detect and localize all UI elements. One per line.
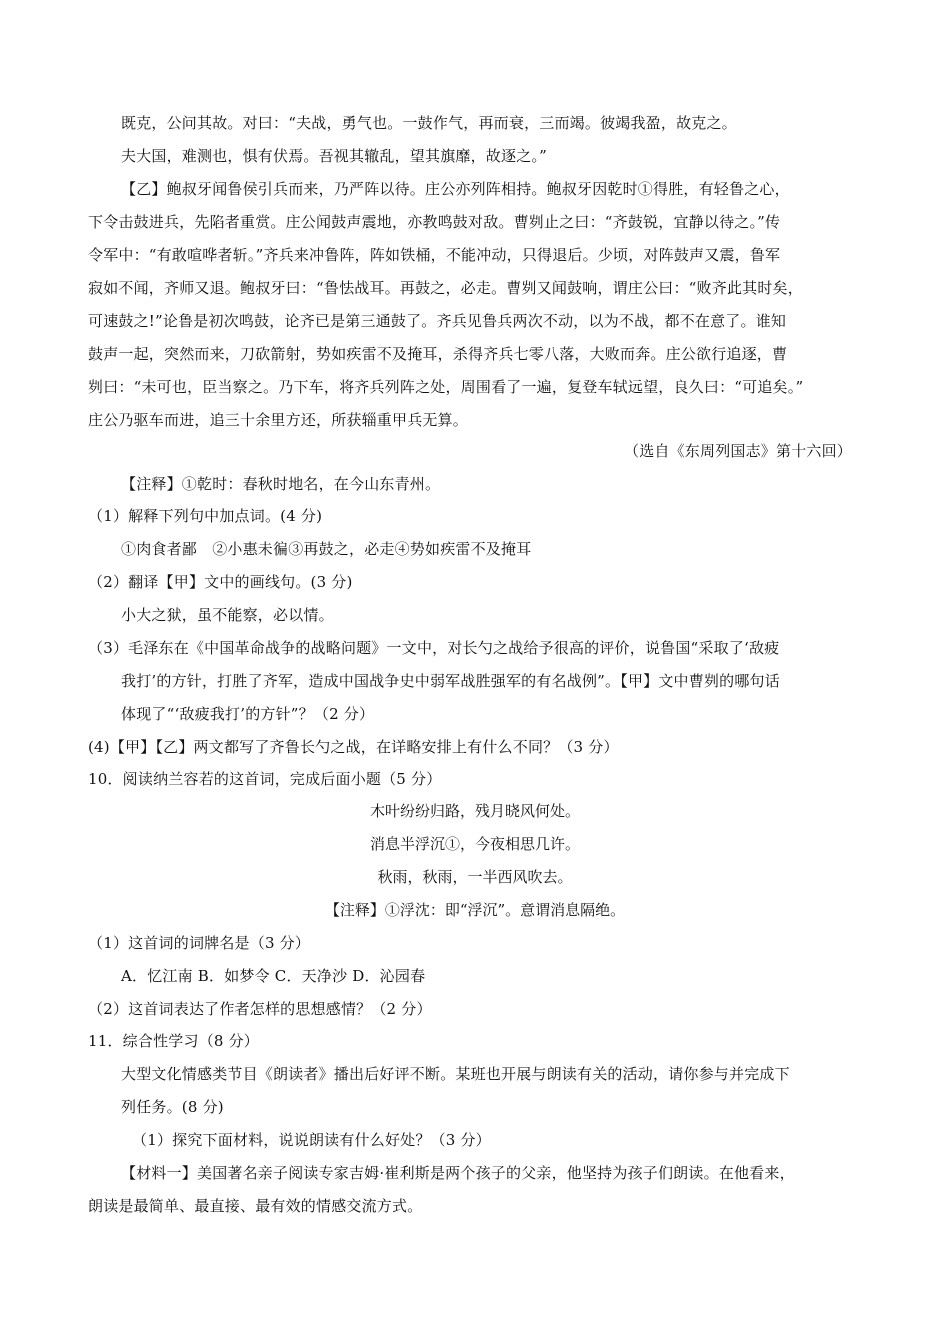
yi-passage-line: 寂如不闻，齐师又退。鲍叔牙曰：“鲁怯战耳。再鼓之，必走。曹刿又闻鼓响，谓庄公曰：“败齐此其时矣， bbox=[88, 279, 803, 297]
q9-sub3-line: 我打’的方针，打胜了齐军，造成中国战争史中弱军战胜强军的有名战例”。【甲】文中曹刿的哪句话 bbox=[121, 672, 780, 690]
poem-line: 秋雨，秋雨，一半西风吹去。 bbox=[377, 868, 573, 886]
q9-sub4: (4)【甲】【乙】两文都写了齐鲁长勺之战，在详略安排上有什么不同？（3 分） bbox=[88, 738, 619, 756]
q11-title: 11．综合性学习（8 分） bbox=[88, 1032, 259, 1050]
jia-passage-line: 夫大国，难测也，惧有伏焉。吾视其辙乱，望其旗靡，故逐之。” bbox=[121, 147, 547, 165]
q11-sub1: （1）探究下面材料，说说朗读有什么好处？（3 分） bbox=[132, 1131, 491, 1149]
q9-sub2-title: （2）翻译【甲】文中的画线句。(3 分) bbox=[88, 573, 353, 591]
jia-passage-line: 既克，公问其故。对曰：“夫战，勇气也。一鼓作气，再而衰，三而竭。彼竭我盈，故克之。 bbox=[121, 114, 737, 132]
q9-sub3-line: 体现了“‘敌疲我打’的方针”？（2 分） bbox=[121, 705, 375, 723]
source-citation: （选自《东周列国志》第十六回） bbox=[624, 442, 853, 460]
material1-line: 朗读是最简单、最直接、最有效的情感交流方式。 bbox=[88, 1197, 423, 1215]
q10-title: 10．阅读纳兰容若的这首词，完成后面小题（5 分） bbox=[88, 770, 442, 788]
q11-intro-line: 大型文化情感类节目《朗读者》播出后好评不断。某班也开展与朗读有关的活动，请你参与并完成下 bbox=[121, 1065, 790, 1083]
q9-sub1-title: （1）解释下列句中加点词。(4 分) bbox=[88, 507, 323, 525]
yi-passage-line: 鼓声一起，突然而来，刀砍箭射，势如疾雷不及掩耳，杀得齐兵七零八落，大败而奔。庄公欲行追逐，曹 bbox=[88, 345, 788, 363]
poem-line: 木叶纷纷归路，残月晓风何处。 bbox=[369, 802, 580, 820]
q9-sub1-items: ①肉食者鄙 ②小惠未徧③再鼓之，必走④势如疾雷不及掩耳 bbox=[121, 540, 532, 558]
q10-sub1-title: （1）这首词的词牌名是（3 分） bbox=[88, 934, 311, 952]
yi-passage-line: 令军中：“有敢喧哗者斩。”齐兵来冲鲁阵，阵如铁桶，不能冲动，只得退后。少顷，对阵鼓声又震，鲁军 bbox=[88, 246, 781, 264]
yi-passage-line: 可速鼓之!”论鲁是初次鸣鼓，论齐已是第三通鼓了。齐兵见鲁兵两次不动，以为不战，都不在意了。谁知 bbox=[88, 312, 787, 330]
annotation: 【注释】①乾时：春秋时地名，在今山东青州。 bbox=[121, 475, 441, 493]
poem-line: 消息半浮沉①，今夜相思几许。 bbox=[369, 835, 580, 853]
q9-sub3-line: （3）毛泽东在《中国革命战争的战略问题》一文中，对长勺之战给予很高的评价，说鲁国“采取了‘敌疲 bbox=[88, 639, 780, 657]
yi-passage-line: 【乙】鲍叔牙闻鲁侯引兵而来，乃严阵以待。庄公亦列阵相持。鲍叔牙因乾时①得胜，有轻鲁之心， bbox=[121, 180, 790, 198]
q10-sub2-title: （2）这首词表达了作者怎样的思想感情？（2 分） bbox=[88, 1000, 432, 1018]
q11-intro-line: 列任务。(8 分) bbox=[121, 1098, 224, 1116]
poem-annotation: 【注释】①浮沈：即“浮沉”。意谓消息隔绝。 bbox=[324, 901, 626, 919]
yi-passage-line: 下令击鼓进兵，先陷者重赏。庄公闻鼓声震地，亦教鸣鼓对敌。曹刿止之曰：“齐鼓锐，宜静以待之。”传 bbox=[88, 213, 781, 231]
yi-passage-line: 庄公乃驱车而进，追三十余里方还，所获辎重甲兵无算。 bbox=[88, 411, 469, 429]
q10-sub1-options: A．忆江南 B．如梦令 C．天净沙 D．沁园春 bbox=[121, 967, 426, 985]
material1-line: 【材料一】美国著名亲子阅读专家吉姆·崔利斯是两个孩子的父亲，他坚持为孩子们朗读。在他看来， bbox=[121, 1164, 795, 1182]
yi-passage-line: 刿曰：“未可也，臣当察之。乃下车，将齐兵列阵之处，周围看了一遍，复登车轼远望，良久曰：“可追矣。” bbox=[88, 378, 804, 396]
q9-sub2-sentence: 小大之狱，虽不能察，必以情。 bbox=[121, 606, 334, 624]
